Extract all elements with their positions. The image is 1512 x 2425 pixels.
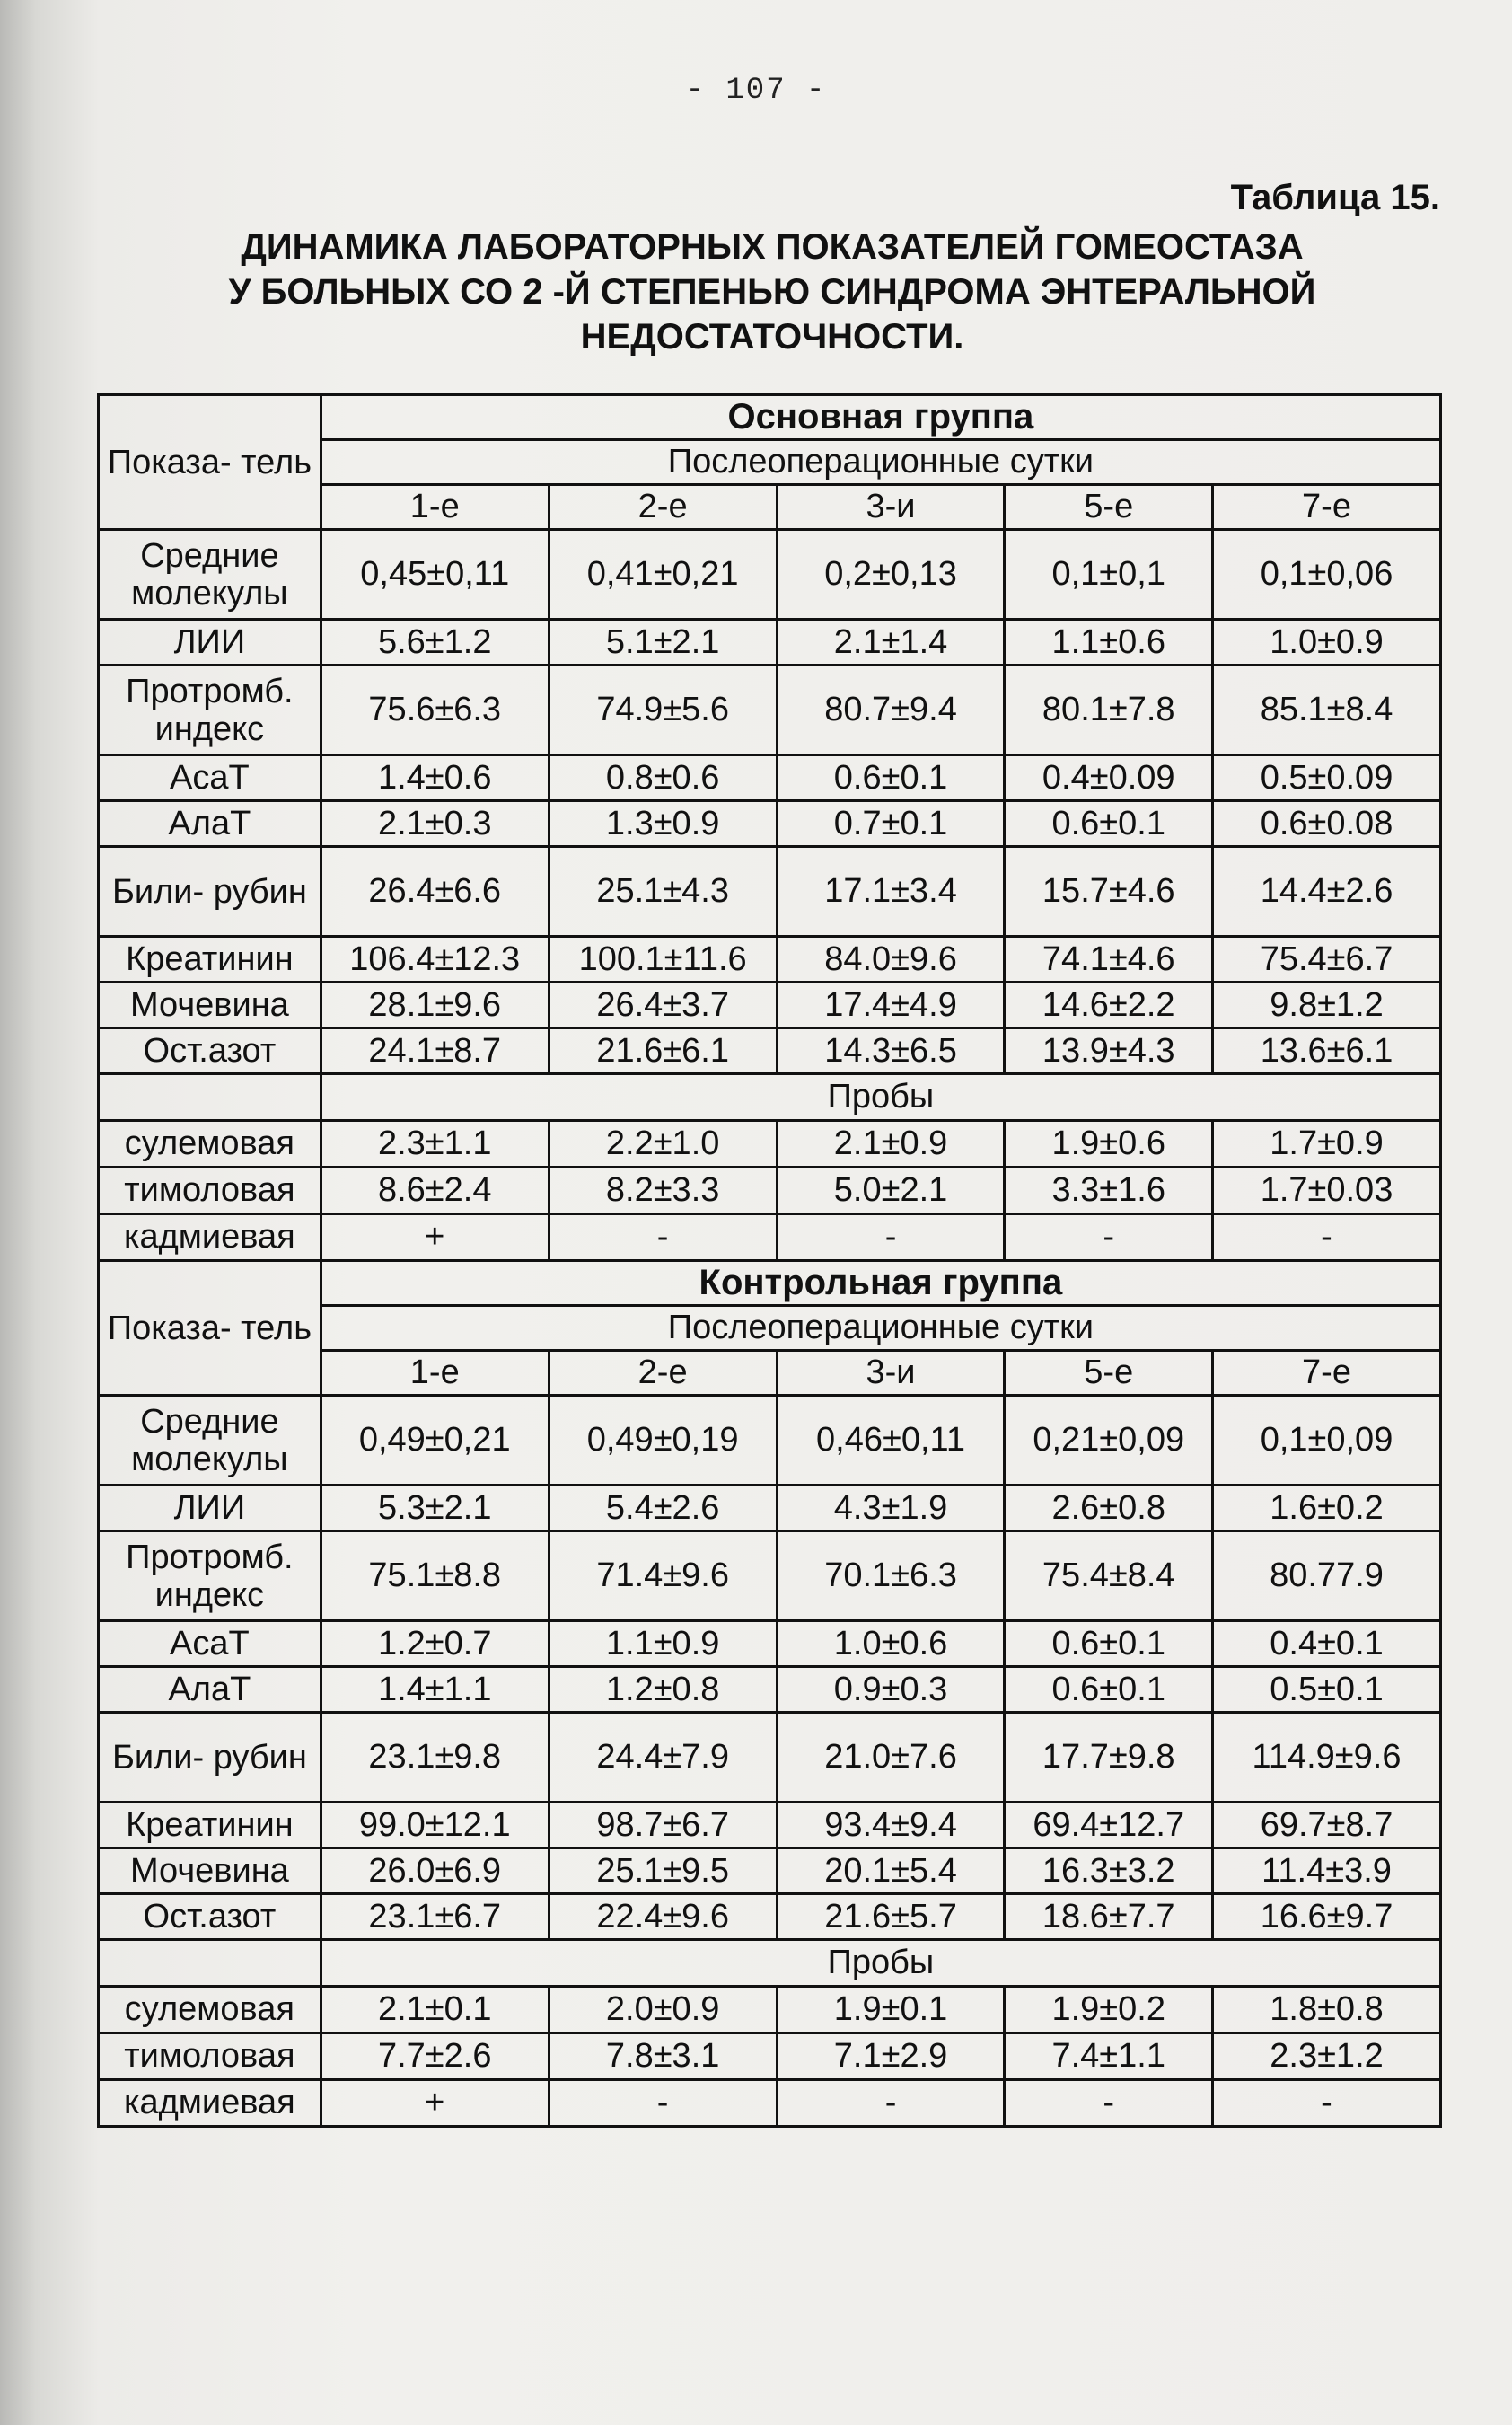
value-cell: 74.9±5.6 [549,666,777,755]
value-cell: 18.6±7.7 [1005,1894,1213,1940]
value-cell: 0.7±0.1 [777,801,1005,847]
value-cell: 0.6±0.1 [1005,1621,1213,1667]
indicator-label: АлаТ [99,801,321,847]
indicator-label: Ост.азот [99,1028,321,1074]
value-cell: 20.1±5.4 [777,1848,1005,1894]
value-cell: 8.6±2.4 [321,1168,549,1214]
value-cell: 2.6±0.8 [1005,1486,1213,1531]
data-row [99,1028,1441,1074]
value-cell: 5.6±1.2 [321,620,549,666]
value-cell: 4.3±1.9 [777,1486,1005,1531]
data-row [99,530,1441,620]
group-name: Контрольная группа [321,1261,1440,1306]
probe-label: тимоловая [99,2033,321,2080]
probe-row [99,1168,1441,1214]
value-cell: 24.4±7.9 [549,1713,777,1803]
value-cell: 2.1±0.1 [321,1987,549,2033]
value-cell: 114.9±9.6 [1213,1713,1441,1803]
value-cell: 1.7±0.9 [1213,1121,1441,1168]
day-header: 3-и [777,1351,1005,1396]
value-cell: 17.7±9.8 [1005,1713,1213,1803]
value-cell: 1.6±0.2 [1213,1486,1441,1531]
value-cell: - [549,1214,777,1261]
value-cell: 1.4±1.1 [321,1667,549,1713]
value-cell: 11.4±3.9 [1213,1848,1441,1894]
value-cell: 1.9±0.1 [777,1987,1005,2033]
indicator-label: Средние молекулы [99,1396,321,1486]
indicator-label: Креатинин [99,937,321,983]
value-cell: 14.3±6.5 [777,1028,1005,1074]
value-cell: 100.1±11.6 [549,937,777,983]
value-cell: - [777,1214,1005,1261]
value-cell: 17.4±4.9 [777,983,1005,1028]
data-row [99,1848,1441,1894]
value-cell: 22.4±9.6 [549,1894,777,1940]
probes-row [99,1074,1441,1121]
value-cell: - [1213,1214,1441,1261]
value-cell: 0,41±0,21 [549,530,777,620]
value-cell: 13.9±4.3 [1005,1028,1213,1074]
table-title [99,225,1446,359]
value-cell: 1.1±0.6 [1005,620,1213,666]
value-cell: 21.0±7.6 [777,1713,1005,1803]
value-cell: 80.77.9 [1213,1531,1441,1621]
value-cell: 13.6±6.1 [1213,1028,1441,1074]
value-cell: 84.0±9.6 [777,937,1005,983]
probe-label: кадмиевая [99,2080,321,2127]
day-header: 2-е [549,1351,777,1396]
value-cell: 2.3±1.1 [321,1121,549,1168]
data-row [99,1396,1441,1486]
value-cell: 23.1±6.7 [321,1894,549,1940]
value-cell: 1.2±0.7 [321,1621,549,1667]
indicator-label: Мочевина [99,1848,321,1894]
value-cell: 75.6±6.3 [321,666,549,755]
data-row [99,1531,1441,1621]
data-row [99,1894,1441,1940]
value-cell: - [1005,1214,1213,1261]
value-cell: 2.2±1.0 [549,1121,777,1168]
value-cell: 0.6±0.1 [1005,801,1213,847]
indicator-header: Показа- тель [99,395,321,530]
value-cell: 24.1±8.7 [321,1028,549,1074]
value-cell: 2.1±0.3 [321,801,549,847]
data-row [99,801,1441,847]
title-line: У БОЛЬНЫХ СО 2 -Й СТЕПЕНЬЮ СИНДРОМА ЭНТЕРАЛЬНОЙ [228,272,1316,312]
value-cell: 8.2±3.3 [549,1168,777,1214]
value-cell: 106.4±12.3 [321,937,549,983]
indicator-label: Протромб. индекс [99,666,321,755]
probe-label: тимоловая [99,1168,321,1214]
group-name: Основная группа [321,395,1440,440]
day-header: 3-и [777,485,1005,530]
data-row [99,1803,1441,1848]
value-cell: 2.1±1.4 [777,620,1005,666]
value-cell: 7.8±3.1 [549,2033,777,2080]
group-header-row [99,1261,1441,1306]
value-cell: 1.0±0.6 [777,1621,1005,1667]
indicator-label: Ост.азот [99,1894,321,1940]
probe-label: кадмиевая [99,1214,321,1261]
probes-row [99,1940,1441,1987]
probes-label-blank [99,1940,321,1987]
day-header: 2-е [549,485,777,530]
data-row [99,1713,1441,1803]
table-caption: Таблица 15. [1230,178,1440,217]
indicator-label: Средние молекулы [99,530,321,620]
probes-label: Пробы [321,1074,1440,1121]
value-cell: 1.4±0.6 [321,755,549,801]
data-row [99,1667,1441,1713]
probe-row [99,1121,1441,1168]
value-cell: 93.4±9.4 [777,1803,1005,1848]
value-cell: 5.4±2.6 [549,1486,777,1531]
value-cell: 99.0±12.1 [321,1803,549,1848]
value-cell: 80.1±7.8 [1005,666,1213,755]
indicator-label: АлаТ [99,1667,321,1713]
value-cell: 3.3±1.6 [1005,1168,1213,1214]
value-cell: 7.1±2.9 [777,2033,1005,2080]
value-cell: 26.4±6.6 [321,847,549,937]
value-cell: 21.6±5.7 [777,1894,1005,1940]
value-cell: 1.2±0.8 [549,1667,777,1713]
value-cell: 0,1±0,09 [1213,1396,1441,1486]
value-cell: 75.4±8.4 [1005,1531,1213,1621]
indicator-label: ЛИИ [99,1486,321,1531]
value-cell: 16.3±3.2 [1005,1848,1213,1894]
value-cell: 1.9±0.2 [1005,1987,1213,2033]
indicator-label: Креатинин [99,1803,321,1848]
probe-label: сулемовая [99,1987,321,2033]
value-cell: 5.0±2.1 [777,1168,1005,1214]
value-cell: 71.4±9.6 [549,1531,777,1621]
postop-days-header: Послеоперационные сутки [321,1306,1440,1351]
value-cell: 1.0±0.9 [1213,620,1441,666]
day-header: 1-е [321,485,549,530]
value-cell: 0.5±0.09 [1213,755,1441,801]
value-cell: 1.7±0.03 [1213,1168,1441,1214]
value-cell: 5.3±2.1 [321,1486,549,1531]
value-cell: 1.8±0.8 [1213,1987,1441,2033]
value-cell: - [1213,2080,1441,2127]
value-cell: 7.4±1.1 [1005,2033,1213,2080]
value-cell: - [549,2080,777,2127]
value-cell: 15.7±4.6 [1005,847,1213,937]
indicator-label: Били- рубин [99,847,321,937]
value-cell: 0.6±0.1 [1005,1667,1213,1713]
probe-row [99,1987,1441,2033]
probes-label: Пробы [321,1940,1440,1987]
value-cell: 2.1±0.9 [777,1121,1005,1168]
value-cell: 85.1±8.4 [1213,666,1441,755]
value-cell: 21.6±6.1 [549,1028,777,1074]
value-cell: - [777,2080,1005,2127]
value-cell: + [321,2080,549,2127]
value-cell: 0,1±0,06 [1213,530,1441,620]
value-cell: 0.6±0.08 [1213,801,1441,847]
value-cell: 0,1±0,1 [1005,530,1213,620]
indicator-label: ЛИИ [99,620,321,666]
data-row [99,620,1441,666]
indicator-label: АсаТ [99,755,321,801]
value-cell: 0,2±0,13 [777,530,1005,620]
value-cell: 1.9±0.6 [1005,1121,1213,1168]
group-header-row [99,395,1441,440]
probe-row [99,1214,1441,1261]
value-cell: 75.4±6.7 [1213,937,1441,983]
value-cell: 26.4±3.7 [549,983,777,1028]
value-cell: 0,49±0,19 [549,1396,777,1486]
indicator-label: АсаТ [99,1621,321,1667]
value-cell: 5.1±2.1 [549,620,777,666]
value-cell: 69.4±12.7 [1005,1803,1213,1848]
value-cell: 70.1±6.3 [777,1531,1005,1621]
value-cell: 80.7±9.4 [777,666,1005,755]
day-header: 5-е [1005,1351,1213,1396]
value-cell: 75.1±8.8 [321,1531,549,1621]
page-number: - 107 - [685,74,827,108]
probe-row [99,2080,1441,2127]
day-header: 7-е [1213,1351,1441,1396]
value-cell: 0,21±0,09 [1005,1396,1213,1486]
value-cell: 25.1±9.5 [549,1848,777,1894]
indicator-label: Протромб. индекс [99,1531,321,1621]
probes-label-blank [99,1074,321,1121]
value-cell: 0.5±0.1 [1213,1667,1441,1713]
value-cell: + [321,1214,549,1261]
value-cell: 26.0±6.9 [321,1848,549,1894]
data-row [99,755,1441,801]
value-cell: 98.7±6.7 [549,1803,777,1848]
value-cell: 0.9±0.3 [777,1667,1005,1713]
day-header: 5-е [1005,485,1213,530]
value-cell: 7.7±2.6 [321,2033,549,2080]
value-cell: 16.6±9.7 [1213,1894,1441,1940]
title-line: ДИНАМИКА ЛАБОРАТОРНЫХ ПОКАЗАТЕЛЕЙ ГОМЕОСТАЗА [241,227,1304,267]
value-cell: 2.3±1.2 [1213,2033,1441,2080]
probe-label: сулемовая [99,1121,321,1168]
value-cell: 69.7±8.7 [1213,1803,1441,1848]
indicator-label: Мочевина [99,983,321,1028]
value-cell: 23.1±9.8 [321,1713,549,1803]
value-cell: 0.6±0.1 [777,755,1005,801]
value-cell: 14.6±2.2 [1005,983,1213,1028]
data-row [99,937,1441,983]
value-cell: 25.1±4.3 [549,847,777,937]
data-row [99,1486,1441,1531]
title-line: НЕДОСТАТОЧНОСТИ. [580,317,964,357]
value-cell: 28.1±9.6 [321,983,549,1028]
postop-days-header: Послеоперационные сутки [321,440,1440,485]
value-cell: 1.1±0.9 [549,1621,777,1667]
day-header: 1-е [321,1351,549,1396]
data-row [99,983,1441,1028]
indicator-header: Показа- тель [99,1261,321,1396]
value-cell: 2.0±0.9 [549,1987,777,2033]
value-cell: 0.8±0.6 [549,755,777,801]
value-cell: 0,45±0,11 [321,530,549,620]
data-row [99,666,1441,755]
lab-results-table [97,393,1442,2128]
data-row [99,847,1441,937]
value-cell: 74.1±4.6 [1005,937,1213,983]
data-row [99,1621,1441,1667]
value-cell: 14.4±2.6 [1213,847,1441,937]
value-cell: 9.8±1.2 [1213,983,1441,1028]
value-cell: 0,49±0,21 [321,1396,549,1486]
probe-row [99,2033,1441,2080]
day-header: 7-е [1213,485,1441,530]
value-cell: 1.3±0.9 [549,801,777,847]
value-cell: - [1005,2080,1213,2127]
value-cell: 17.1±3.4 [777,847,1005,937]
indicator-label: Били- рубин [99,1713,321,1803]
value-cell: 0.4±0.1 [1213,1621,1441,1667]
value-cell: 0,46±0,11 [777,1396,1005,1486]
value-cell: 0.4±0.09 [1005,755,1213,801]
